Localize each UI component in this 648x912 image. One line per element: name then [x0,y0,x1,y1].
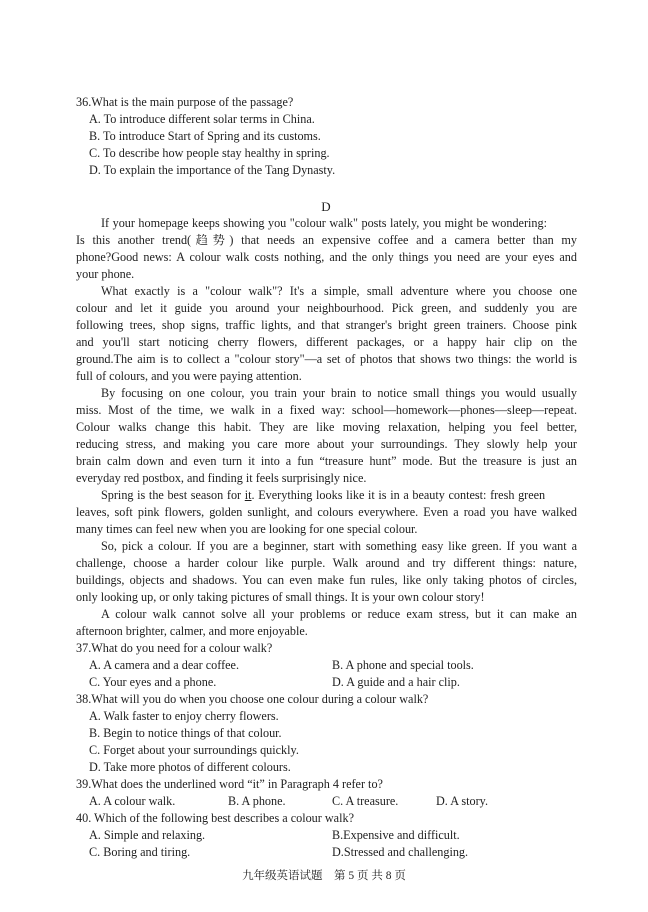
passage-p3-line-5: brain calm down and even turn it into a fun “treasure hunt” mode. But the treasure is just an [76,454,577,468]
passage-p5-line-2: challenge, choose a harder colour like purple. Walk around and try different things: nature, [76,556,577,570]
passage-p1-line-3: phone?Good news: A colour walk costs nothing, and the only things you need are your eyes and [76,250,577,264]
option-40-b: B.Expensive and difficult. [332,828,460,842]
passage-p3-line-4: reducing stress, and making you care more about your surroundings. They slowly help your [76,437,577,451]
passage-p2-line-4: and you'll start noticing cherry flowers, different packages, or a happy hair clip on the [76,335,577,349]
underlined-word-it: it [244,488,252,502]
passage-p2-line-2: colour and let it guide you around your neighbourhood. Pick green, and suddenly you are [76,301,577,315]
passage-p4-line-1 [101,487,545,504]
passage-p1-line-2: Is this another trend(趋势) that needs an expensive coffee and a camera better than my [76,233,577,247]
passage-p5-line-4: only looking up, or only taking pictures of small things. It is your own colour story! [76,590,485,604]
option-40-d: D.Stressed and challenging. [332,845,469,859]
passage-p1-line-4: your phone. [76,267,135,281]
question-36-stem: 36.What is the main purpose of the passage? [76,95,294,109]
passage-p5-line-3: buildings, objects and shadows. You can even make fun rules, like only taking photos of circles, [76,573,577,587]
question-40-stem: 40. Which of the following best describes a colour walk? [76,811,354,825]
page-footer: 九年级英语试题 第 5 页 共 8 页 [242,870,406,882]
option-36-a: A. To introduce different solar terms in China. [89,112,315,126]
passage-p6-line-1: A colour walk cannot solve all your problems or reduce exam stress, but it can make an [101,607,577,621]
option-37-b: B. A phone and special tools. [332,658,474,672]
option-36-b: B. To introduce Start of Spring and its customs. [89,129,321,143]
option-40-c: C. Boring and tiring. [89,845,191,859]
passage-p4-end: . Everything looks like it is in a beauty contest: fresh green [251,488,546,502]
passage-p2-line-1: What exactly is a "colour walk"? It's a simple, small adventure where you choose one [101,284,577,298]
passage-p3-line-3: Colour walks change this habit. They are like moving relaxation, helping you feel better, [76,420,577,434]
option-39-b: B. A phone. [228,794,286,808]
option-36-c: C. To describe how people stay healthy in spring. [89,146,330,160]
option-38-a: A. Walk faster to enjoy cherry flowers. [89,709,279,723]
option-39-c: C. A treasure. [332,794,399,808]
passage-p3-line-1: By focusing on one colour, you train your brain to notice small things you would usually [101,386,577,400]
option-36-d: D. To explain the importance of the Tang Dynasty. [89,163,336,177]
section-heading: D [321,199,331,214]
passage-p3-line-2: miss. Most of the time, we walk in a fixed way: school—homework—phones—sleep—repeat. [76,403,577,417]
question-37-stem: 37.What do you need for a colour walk? [76,641,273,655]
option-39-d: D. A story. [436,794,489,808]
question-39-stem: 39.What does the underlined word “it” in Paragraph 4 refer to? [76,777,383,791]
passage-p3-line-6: everyday red postbox, and finding it feels surprisingly nice. [76,471,367,485]
passage-p2-line-5: ground.The aim is to collect a "colour story"—a set of photos that shows two things: the world is [76,352,577,366]
passage-p6-line-2: afternoon brighter, calmer, and more enjoyable. [76,624,308,638]
passage-p2-line-3: following trees, shop signs, traffic lights, and that stranger's bright green trainers. Choose pink [76,318,577,332]
passage-p2-line-6: full of colours, and you were paying attention. [76,369,302,383]
option-37-c: C. Your eyes and a phone. [89,675,217,689]
option-38-c: C. Forget about your surroundings quickly. [89,743,299,757]
option-39-a: A. A colour walk. [89,794,176,808]
option-40-a: A. Simple and relaxing. [89,828,206,842]
passage-p5-line-1: So, pick a colour. If you are a beginner, start with something easy like green. If you want a [101,539,577,553]
passage-p4-line-2: leaves, soft pink flowers, golden sunlight, and colours everywhere. Even a road you have walked [76,505,577,519]
passage-p4-start: Spring is the best season for [101,488,245,502]
passage-p4-line-3: many times can feel new when you are looking for one special colour. [76,522,418,536]
passage-p1-line-1: If your homepage keeps showing you "colour walk" posts lately, you might be wondering: [101,216,547,230]
option-38-d: D. Take more photos of different colours. [89,760,291,774]
option-38-b: B. Begin to notice things of that colour. [89,726,282,740]
question-38-stem: 38.What will you do when you choose one colour during a colour walk? [76,692,429,706]
option-37-d: D. A guide and a hair clip. [332,675,460,689]
option-37-a: A. A camera and a dear coffee. [89,658,240,672]
